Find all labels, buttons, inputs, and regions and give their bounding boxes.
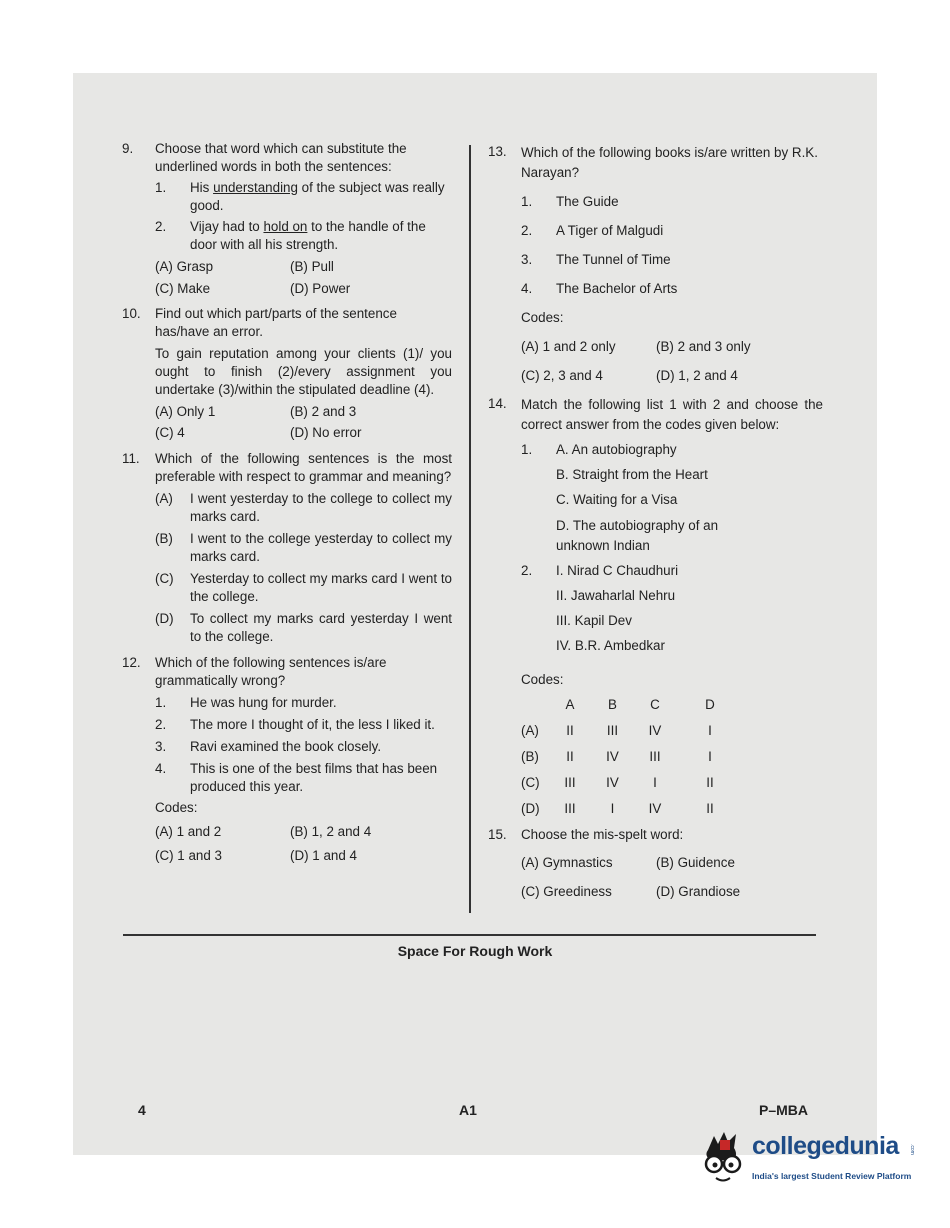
sentence-2 [155,218,452,254]
option-b: (B) Pull [290,259,334,274]
option-a: (A) Only 1 [155,404,216,419]
question-number: 13. [488,144,507,159]
code-cell: II [566,749,574,764]
answer-options [155,823,452,865]
option-a: (A) Gymnastics [521,855,613,870]
question-text: Choose the mis-spelt word: [521,827,684,842]
option-b: (B) 2 and 3 only [656,339,751,354]
statement-4 [155,760,452,796]
option-label: (C) [155,571,174,586]
option-a: (A) Grasp [155,259,214,274]
question-9 [122,140,452,298]
question-15 [488,826,823,901]
list-1-item: B. Straight from the Heart [556,467,708,482]
header-cell: C [650,697,660,712]
answer-options [521,854,823,901]
option-d: (D) Grandiose [656,884,741,899]
option-b: (B) 1, 2 and 4 [290,824,372,839]
item-number: 1. [155,695,167,710]
collegedunia-logo [694,1128,924,1188]
question-text: Choose that word which can substitute the underlined words in both the sentences: [155,141,407,174]
option-text: Yesterday to collect my marks card I went to the college. [190,571,452,604]
codes-row [521,796,750,822]
code-cell: III [564,801,576,816]
option-text: To collect my marks card yesterday I went to the college. [190,611,452,644]
left-column [122,140,452,865]
question-12 [122,654,452,865]
option-d: (D) Power [290,281,351,296]
question-13 [488,143,823,385]
list-number: 1. [521,442,533,457]
list-2-item: II. Jawaharlal Nehru [556,588,676,603]
item-number: 4. [521,281,533,296]
answer-options [155,403,452,442]
code-cell: II [706,801,714,816]
statement-3 [155,738,452,756]
statement-text: The more I thought of it, the less I liked it. [190,717,435,732]
page-number: 4 [138,1102,146,1118]
option-a: (A) 1 and 2 only [521,339,616,354]
sentence-text: to the handle of the door with all his strength. [190,219,426,252]
sentence-text: His [190,180,214,195]
option-label: (A) [155,491,173,506]
paper-code: P–MBA [759,1102,809,1118]
statement-text: Ravi examined the book closely. [190,739,382,754]
item-number: 2. [155,717,167,732]
logo-tagline: India's largest Student Review Platform [752,1171,912,1181]
header-cell: B [608,697,617,712]
book-title: The Tunnel of Time [556,252,671,267]
codes-row [521,744,750,770]
question-number: 9. [122,141,134,156]
answer-options [521,338,823,385]
question-number: 14. [488,396,507,411]
option-b: (B) 2 and 3 [290,404,357,419]
rough-work-divider [123,934,816,936]
book-1 [521,193,823,211]
option-label: (B) [155,531,173,546]
statement-text: This is one of the best films that has been produced this year. [190,761,438,794]
answer-options [155,258,452,298]
booklet-code: A1 [459,1102,477,1118]
list-1 [521,441,823,556]
item-number: 2. [521,223,533,238]
code-cell: III [649,749,661,764]
item-number: 3. [155,739,167,754]
question-text: Which of the following sentences is/are grammatically wrong? [155,655,387,688]
option-label: (D) [155,611,174,626]
question-11 [122,450,452,646]
book-title: A Tiger of Malgudi [556,223,664,238]
question-number: 15. [488,827,507,842]
list-1-item: C. Waiting for a Visa [556,492,678,507]
list-2-item: III. Kapil Dev [556,613,632,628]
code-cell: II [566,723,574,738]
underlined-word: hold on [263,219,308,234]
item-number: 1. [521,194,533,209]
option-b [155,530,452,566]
list-1-item: A. An autobiography [556,442,677,457]
row-label: (B) [521,749,539,764]
item-number: 1. [155,180,167,195]
row-label: (C) [521,775,540,790]
code-cell: I [610,801,615,816]
option-d: (D) 1 and 4 [290,848,357,863]
book-4 [521,280,823,298]
codes-header-row [521,692,750,718]
code-cell: II [706,775,714,790]
row-label: (D) [521,801,540,816]
book-2 [521,222,823,240]
option-c: (C) Greediness [521,884,612,899]
option-c: (C) 4 [155,425,185,440]
logo-domain: .com [909,1144,915,1155]
item-number: 2. [155,219,167,234]
code-cell: I [708,749,712,764]
list-2 [521,562,823,662]
book-3 [521,251,823,269]
underlined-word: understanding [213,180,298,195]
list-1-item: D. The autobiography of an unknown Indian [556,518,719,553]
code-cell: IV [648,723,662,738]
book-title: The Bachelor of Arts [556,281,678,296]
header-cell: D [705,697,715,712]
code-cell: IV [606,749,619,764]
question-text: Which of the following sentences is the most preferable with respect to grammar and meaning? [155,451,452,484]
logo-wordmark: collegedunia [752,1132,899,1160]
codes-label: Codes: [155,800,198,815]
option-d: (D) No error [290,425,362,440]
item-number: 3. [521,252,533,267]
option-text: I went to the college yesterday to collect my marks card. [190,531,452,564]
question-14 [488,395,823,822]
error-sentence: To gain reputation among your clients (1)/ you ought to finish (2)/every assignment you undertake (3)/within the stipulated deadline (4). [155,346,452,397]
code-cell: IV [648,801,662,816]
row-label: (A) [521,723,539,738]
option-text: I went yesterday to the college to collect my marks card. [190,491,452,524]
option-c: (C) Make [155,281,211,296]
header-cell: A [565,697,575,712]
codes-row [521,718,750,744]
list-number: 2. [521,563,533,578]
book-title: The Guide [556,194,619,209]
codes-table [521,692,750,822]
option-c: (C) 1 and 3 [155,848,222,863]
code-cell: I [708,723,712,738]
question-10 [122,305,452,442]
codes-label: Codes: [521,672,564,687]
code-cell: I [653,775,657,790]
codes-row [521,770,750,796]
code-cell: III [606,723,619,738]
option-d [155,610,452,646]
option-c [155,570,452,606]
option-c: (C) 2, 3 and 4 [521,368,603,383]
sentence-text: of the subject was really good. [190,180,445,213]
question-text: Match the following list 1 with 2 and choose the correct answer from the codes given below: [521,397,823,432]
question-number: 12. [122,655,141,670]
list-2-item: IV. B.R. Ambedkar [556,638,665,653]
option-a [155,490,452,526]
codes-label: Codes: [521,310,564,325]
statement-2 [155,716,452,734]
option-a: (A) 1 and 2 [155,824,222,839]
statement-1 [155,694,452,712]
code-cell: IV [606,775,619,790]
item-number: 4. [155,761,167,776]
rough-work-heading: Space For Rough Work [397,943,553,959]
sentence-1 [155,179,452,215]
list-2-item: I. Nirad C Chaudhuri [556,563,679,578]
option-b: (B) Guidence [656,855,735,870]
question-text: Find out which part/parts of the sentence has/have an error. [155,306,397,339]
question-number: 11. [122,451,140,466]
code-cell: III [564,775,576,790]
question-number: 10. [122,306,141,321]
question-text: Which of the following books is/are written by R.K. Narayan? [521,145,818,180]
mascot-icon [694,1128,750,1188]
option-d: (D) 1, 2 and 4 [656,368,738,383]
sentence-text: Vijay had to [190,219,264,234]
statement-text: He was hung for murder. [190,695,337,710]
right-column [488,143,823,901]
